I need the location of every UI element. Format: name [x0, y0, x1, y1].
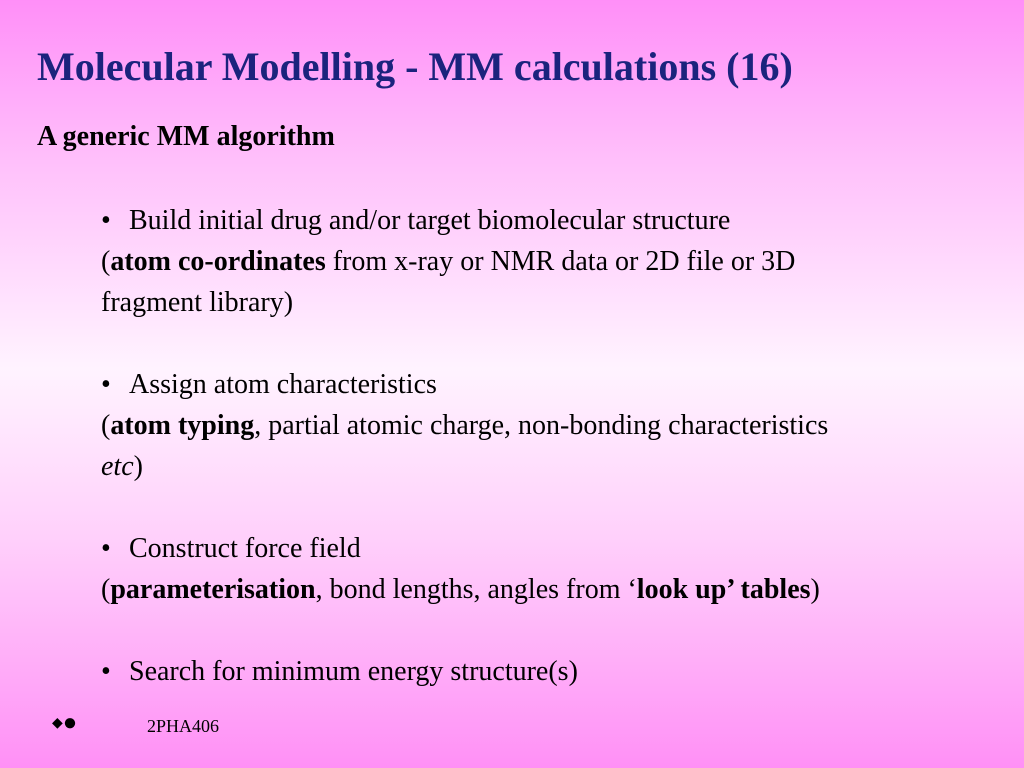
- step-detail: (atom co-ordinates from x-ray or NMR data or 2D file or 3D: [101, 246, 796, 277]
- step-heading: • Build initial drug and/or target biomolecular structure: [101, 200, 1001, 241]
- step-heading: • Assign atom characteristics: [101, 364, 1001, 405]
- term-parameterisation: parameterisation: [110, 574, 316, 605]
- course-code: 2PHA406: [147, 716, 220, 736]
- bullet-icon: •: [101, 205, 111, 236]
- term-atom-coordinates: atom co-ordinates: [110, 246, 326, 277]
- step-build-structure: [101, 200, 1001, 323]
- step-assign-characteristics: [101, 364, 1001, 487]
- bullet-icon: •: [101, 533, 111, 564]
- step-detail: (atom typing, partial atomic charge, non-bonding characteristics: [101, 410, 829, 441]
- slide-subtitle: A generic MM algorithm: [37, 121, 335, 152]
- slide-title: Molecular Modelling - MM calculations (16): [37, 44, 793, 89]
- step-heading: • Search for minimum energy structure(s): [101, 651, 1001, 692]
- bullet-icon: •: [101, 369, 111, 400]
- bullet-icon: •: [101, 656, 111, 687]
- footer-glyphs: [52, 710, 77, 737]
- step-construct-force-field: [101, 528, 1001, 610]
- dot-icon: ●: [62, 710, 78, 736]
- step-search-minimum: [101, 651, 1001, 692]
- step-detail-continued: fragment library): [101, 287, 294, 318]
- step-detail-continued: etc): [101, 451, 143, 482]
- step-heading: • Construct force field: [101, 528, 1001, 569]
- diamond-icon: ◆: [52, 716, 63, 731]
- step-detail: (parameterisation, bond lengths, angles from ‘look up’ tables): [101, 574, 820, 605]
- algorithm-steps: [101, 200, 1001, 692]
- term-look-up-tables: look up’ tables: [636, 574, 811, 605]
- term-atom-typing: atom typing: [110, 410, 255, 441]
